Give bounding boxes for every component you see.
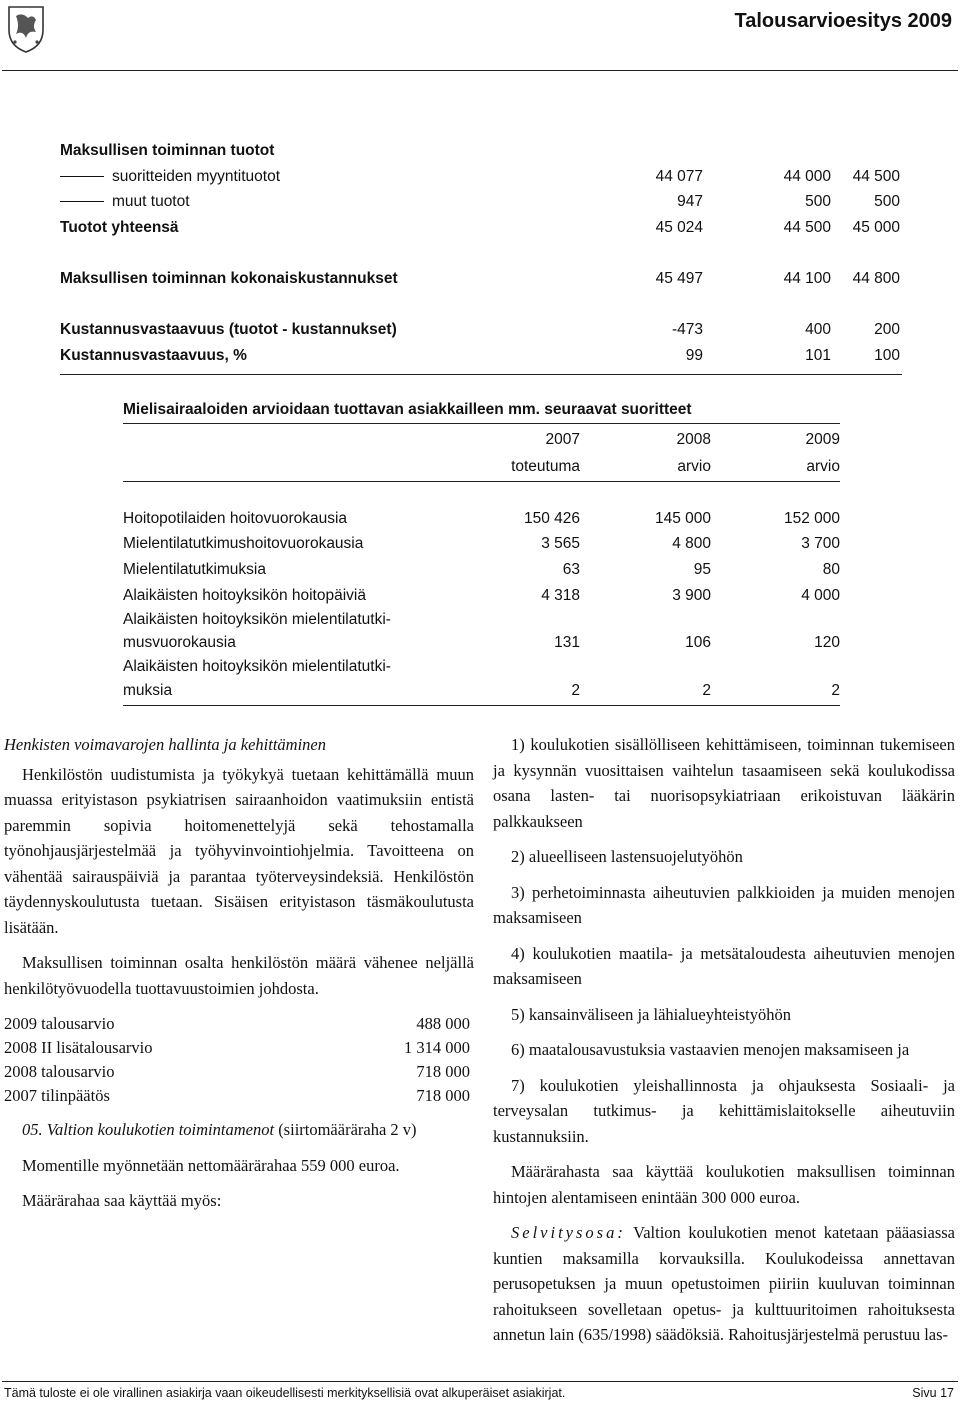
cell-2008: 44 500 <box>783 219 831 236</box>
page-title: Talousarvioesitys 2009 <box>734 10 952 32</box>
budget-row <box>4 1059 474 1083</box>
dash-marker <box>60 176 104 177</box>
list-item: 6) maatalousavustuksia vastaavien menojen maksamiseen ja <box>511 1040 910 1059</box>
section-heading: Henkisten voimavarojen hallinta ja kehittäminen <box>4 735 326 754</box>
row-label: Kustannusvastaavuus, % <box>60 347 247 364</box>
row-label: Maksullisen toiminnan tuotot <box>60 142 275 159</box>
page-number: Sivu 17 <box>912 1386 954 1400</box>
budget-label: 2008 II lisätalousarvio <box>4 1038 153 1057</box>
budget-row <box>4 1011 474 1035</box>
budget-row <box>4 1035 474 1059</box>
col-kind-2008: arvio <box>677 458 711 475</box>
list-item: 1) koulukotien sisällölliseen kehittämiseen, toiminnan tukemiseen ja kysynnän vuosittaisen vaihtelun tasaamiseen sekä koulukodissa osana lasten- tai nuorisopsykiatriaan erikoistuvan lääkärin palkkaukseen <box>493 735 955 831</box>
list-item: 3) perhetoiminnasta aiheutuvien palkkioiden ja muiden menojen maksamiseen <box>493 882 955 927</box>
budget-label: 2007 tilinpäätös <box>4 1086 110 1105</box>
table-divider <box>123 481 840 482</box>
budget-row <box>4 1083 474 1107</box>
cell-2008: 44 100 <box>783 270 831 287</box>
cell-2009: 45 000 <box>852 219 900 236</box>
row-label: Alaikäisten hoitoyksikön hoitopäiviä <box>123 587 366 604</box>
row-label-cont: musvuorokausia <box>123 634 236 651</box>
paragraph: Momentille myönnetään nettomäärärahaa 559 000 euroa. <box>22 1155 400 1175</box>
cell-2008: 44 000 <box>783 168 831 185</box>
left-column <box>4 732 474 1224</box>
cell-2007: 3 565 <box>541 535 580 552</box>
row-label: Kustannusvastaavuus (tuotot - kustannukset) <box>60 321 397 338</box>
cell-2008: 500 <box>805 193 831 210</box>
row-label: Tuotot yhteensä <box>60 219 179 236</box>
table-row <box>60 193 902 213</box>
dash-marker <box>60 201 104 202</box>
col-header-2007: 2007 <box>545 431 580 448</box>
cell-2009: 500 <box>874 193 900 210</box>
paragraph: Määrärahaa saa käyttää myös: <box>22 1191 222 1210</box>
row-label: Mielentilatutkimushoitovuorokausia <box>123 535 364 552</box>
budget-value: 488 000 <box>416 1014 470 1033</box>
cell-2008: 2 <box>702 682 711 699</box>
cell-2009: 152 000 <box>783 510 840 527</box>
budget-value: 1 314 000 <box>404 1038 470 1057</box>
table-row <box>60 347 902 367</box>
table-divider <box>123 423 840 424</box>
row-label: Hoitopotilaiden hoitovuorokausia <box>123 510 348 527</box>
cell-2009: 3 700 <box>801 535 840 552</box>
list-item: 4) koulukotien maatila- ja metsätaloudesta aiheutuvien menojen maksamiseen <box>493 943 955 988</box>
col-header-2008: 2008 <box>676 431 711 448</box>
budget-list <box>4 1011 474 1107</box>
cell-2008: 3 900 <box>672 587 711 604</box>
col-header-2009: 2009 <box>805 431 840 448</box>
right-column <box>493 732 955 1358</box>
cell-2007: -473 <box>671 321 703 338</box>
table-row <box>60 321 902 341</box>
cell-2007: 44 077 <box>655 168 703 185</box>
row-label: Mielentilatutkimuksia <box>123 561 266 578</box>
table-row <box>60 142 902 162</box>
item-number: 05. <box>22 1120 43 1139</box>
list-item: 5) kansainväliseen ja lähialueyhteistyöhön <box>511 1004 791 1024</box>
paragraph: Maksullisen toiminnan osalta henkilöstön määrä vähenee neljällä henkilötyövuodella tuottavuustoimien johdosta. <box>4 953 474 998</box>
col-kind-2009: arvio <box>806 458 840 475</box>
cell-2008: 400 <box>805 321 831 338</box>
coat-of-arms-logo <box>6 4 46 54</box>
cell-2008: 145 000 <box>654 510 711 527</box>
cell-2007: 45 024 <box>655 219 703 236</box>
cell-2009: 100 <box>874 347 900 364</box>
cell-2007: 45 497 <box>655 270 703 287</box>
footer-divider <box>2 1381 958 1382</box>
cell-2009: 4 000 <box>801 587 840 604</box>
cell-2007: 63 <box>562 561 580 578</box>
cell-2007: 4 318 <box>541 587 580 604</box>
col-kind-2007: toteutuma <box>511 458 580 475</box>
explanation-label: Selvitysosa: <box>511 1223 626 1242</box>
paragraph: Henkilöstön uudistumista ja työkykyä tuetaan kehittämällä muun muassa erityistason psykiatrisen sairaanhoidon vaatimuksiin entistä paremmin sopivia hoitomenettelyjä sekä tehostamalla työnohjausjärjestelmää ja työhyvinvointiohjelmia. Tavoitteena on vähentää sairauspäiviä ja parantaa työterveysindeksiä. Henkilöstön täydennyskoulutusta tuetaan. Sisäisen erityistason täsmäkoulutusta lisätään. <box>4 764 474 937</box>
cell-2009: 80 <box>822 561 840 578</box>
cell-2007: 150 426 <box>523 510 580 527</box>
table-row <box>60 168 902 188</box>
list-item: 2) alueelliseen lastensuojelutyöhön <box>511 847 743 866</box>
budget-label: 2009 talousarvio <box>4 1014 115 1033</box>
table-row <box>60 219 902 239</box>
list-item: 7) koulukotien yleishallinnosta ja ohjauksesta Sosiaali- ja terveysalan tutkimus- ja kehittämislaitokselle aiheutuviin kustannuksiin. <box>493 1075 955 1146</box>
header-divider <box>2 70 958 71</box>
cell-2009: 120 <box>814 634 840 651</box>
row-label: muut tuotot <box>112 193 190 210</box>
cell-2008: 106 <box>685 634 711 651</box>
budget-label: 2008 talousarvio <box>4 1062 115 1081</box>
paragraph: Määrärahasta saa käyttää koulukotien maksullisen toiminnan hintojen alentamiseen enintään 300 000 euroa. <box>493 1162 955 1207</box>
table-divider <box>60 374 902 375</box>
row-label: Maksullisen toiminnan kokonaiskustannukset <box>60 270 398 287</box>
budget-value: 718 000 <box>416 1086 470 1105</box>
item-heading <box>4 1117 474 1143</box>
row-label-cont: muksia <box>123 682 173 699</box>
cell-2008: 101 <box>805 347 831 364</box>
footer-note: Tämä tuloste ei ole virallinen asiakirja vaan oikeudellisesti merkityksellisiä ovat alkuperäiset asiakirjat. <box>4 1386 566 1400</box>
cell-2009: 44 500 <box>852 168 900 185</box>
cell-2009: 2 <box>831 682 840 699</box>
cell-2008: 4 800 <box>672 535 711 552</box>
cell-2008: 95 <box>693 561 711 578</box>
table-title-text: Mielisairaaloiden arvioidaan tuottavan asiakkailleen mm. seuraavat suoritteet <box>123 401 692 418</box>
explanation-paragraph <box>493 1220 955 1348</box>
row-label: Alaikäisten hoitoyksikön mielentilatutki- <box>123 658 391 675</box>
item-title: Valtion koulukotien toimintamenot <box>46 1120 275 1139</box>
row-label: suoritteiden myyntituotot <box>112 168 281 185</box>
table-row <box>60 270 902 290</box>
cell-2007: 131 <box>554 634 580 651</box>
cell-2007: 99 <box>685 347 703 364</box>
row-label: Alaikäisten hoitoyksikön mielentilatutki- <box>123 611 391 628</box>
item-suffix: (siirtomääräraha 2 v) <box>274 1120 417 1139</box>
explanation-text: Valtion koulukotien menot katetaan pääasiassa kuntien maksamilla korvauksilla. Koulukodeissa annettavan perusopetuksen ja muun opetustoimen piiriin kuuluvan toiminnan rahoitukseen sovelletaan opetus- ja kulttuuritoimen rahoituksesta annetun lain (635/1998) säädöksiä. Rahoitusjärjestelmä perustuu las- <box>493 1223 955 1344</box>
cell-2009: 200 <box>874 321 900 338</box>
cell-2007: 2 <box>571 682 580 699</box>
budget-value: 718 000 <box>416 1062 470 1081</box>
table-divider <box>123 705 840 706</box>
cell-2009: 44 800 <box>852 270 900 287</box>
cell-2007: 947 <box>677 193 703 210</box>
